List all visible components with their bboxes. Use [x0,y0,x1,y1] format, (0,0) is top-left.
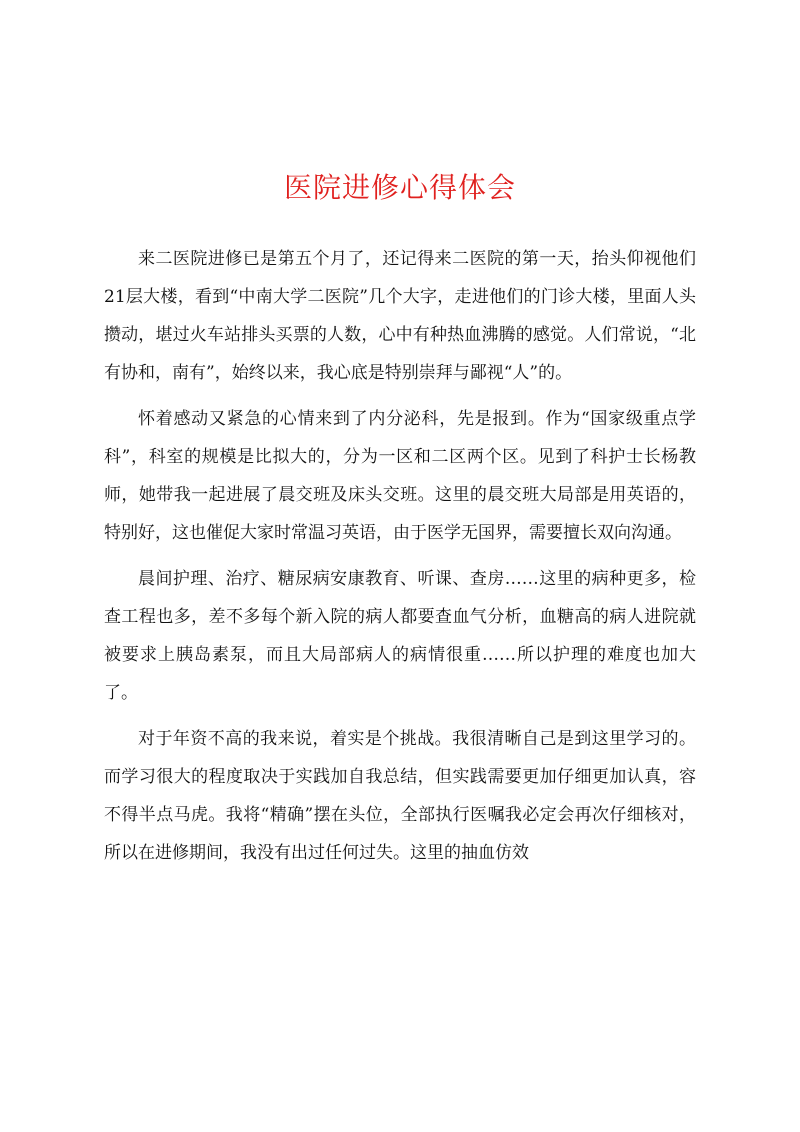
document-body [104,240,696,880]
paragraph: 对于年资不高的我来说，着实是个挑战。我很清晰自己是到这里学习的。而学习很大的程度取决于实践加自我总结，但实践需要更加仔细更加认真，容不得半点马虎。我将“精确”摆在头位，全部执行医嘱我必定会再次仔细核对，所以在进修期间，我没有出过任何过失。这里的抽血仿效 [104,729,696,863]
document-title: 医院进修心得体会 [283,171,516,204]
paragraph: 怀着感动又紧急的心情来到了内分泌科，先是报到。作为“国家级重点学科”，科室的规模是比拟大的，分为一区和二区两个区。见到了科护士长杨教师，她带我一起进展了晨交班及床头交班。这里的晨交班大局部是用英语的，特别好，这也催促大家时常温习英语，由于医学无国界，需要擅长双向沟通。 [104,409,696,543]
paragraph: 晨间护理、治疗、糖尿病安康教育、听课、查房……这里的病种更多，检查工程也多，差不多每个新入院的病人都要查血气分析，血糖高的病人进院就被要求上胰岛素泵，而且大局部病人的病情很重……所以护理的难度也加大了。 [104,569,696,703]
paragraph: 来二医院进修已是第五个月了，还记得来二医院的第一天，抬头仰视他们21层大楼，看到“中南大学二医院”几个大字，走进他们的门诊大楼，里面人头攒动，堪过火车站排头买票的人数，心中有种热血沸腾的感觉。人们常说，“北有协和，南有”，始终以来，我心底是特别崇拜与鄙视“人”的。 [104,249,696,383]
